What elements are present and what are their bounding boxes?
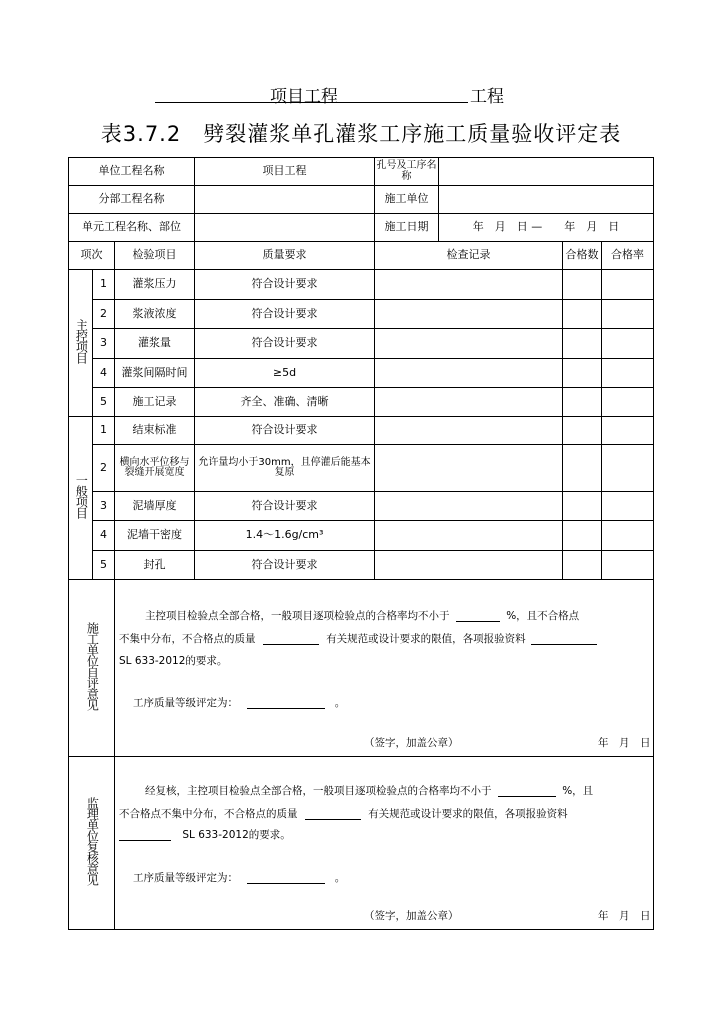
self-eval-label-text: 施工单位自评意见 bbox=[85, 622, 100, 711]
self-eval-line1b: %，且不合格点 bbox=[506, 610, 580, 622]
table-row bbox=[69, 329, 654, 359]
row-req: 符合设计要求 bbox=[195, 270, 375, 300]
supervisor-date: 年 月 日 bbox=[598, 910, 651, 922]
col-quality-req: 质量要求 bbox=[195, 242, 375, 270]
row-pass-count[interactable] bbox=[563, 300, 602, 329]
row-pass-rate[interactable] bbox=[602, 417, 654, 445]
self-eval-rate-blank[interactable] bbox=[456, 610, 500, 622]
supervisor-line2a: 不合格点不集中分布，不合格点的质量 bbox=[119, 808, 298, 820]
row-req: 符合设计要求 bbox=[195, 300, 375, 329]
row-item: 结束标准 bbox=[115, 417, 195, 445]
row-item: 施工记录 bbox=[115, 388, 195, 417]
row-pass-rate[interactable] bbox=[602, 388, 654, 417]
element-value[interactable] bbox=[195, 214, 375, 242]
row-req: 符合设计要求 bbox=[195, 417, 375, 445]
general-group-text: 一般项目 bbox=[74, 474, 89, 519]
supervisor-line1b: %，且 bbox=[562, 785, 594, 797]
contractor-label: 施工单位 bbox=[375, 186, 439, 214]
supervisor-label-text: 监理单位复核意见 bbox=[85, 797, 100, 886]
self-eval-line2a: 不集中分布，不合格点的质量 bbox=[119, 633, 256, 645]
row-record[interactable] bbox=[375, 388, 563, 417]
row-no: 2 bbox=[93, 445, 115, 492]
row-pass-count[interactable] bbox=[563, 445, 602, 492]
row-pass-count[interactable] bbox=[563, 388, 602, 417]
col-pass-rate: 合格率 bbox=[602, 242, 654, 270]
main-group-label bbox=[69, 270, 93, 417]
self-eval-sign: （签字，加盖公章） bbox=[364, 737, 459, 749]
col-item-no: 项次 bbox=[69, 242, 115, 270]
table-row bbox=[69, 270, 654, 300]
hole-label: 孔号及工序名称 bbox=[375, 158, 439, 186]
table-row bbox=[69, 492, 654, 521]
row-req: 符合设计要求 bbox=[195, 551, 375, 580]
row-req: 齐全、准确、清晰 bbox=[195, 388, 375, 417]
col-record: 检查记录 bbox=[375, 242, 563, 270]
self-eval-line3: SL 633-2012的要求。 bbox=[119, 655, 228, 667]
date-label: 施工日期 bbox=[375, 214, 439, 242]
row-pass-count[interactable] bbox=[563, 521, 602, 551]
row-record[interactable] bbox=[375, 270, 563, 300]
supervisor-line1a: 经复核，主控项目检验点全部合格，一般项目逐项检验点的合格率均不小于 bbox=[145, 785, 492, 797]
division-label: 分部工程名称 bbox=[69, 186, 195, 214]
row-req: 1.4～1.6g/cm³ bbox=[195, 521, 375, 551]
row-no: 4 bbox=[93, 359, 115, 388]
table-row bbox=[69, 551, 654, 580]
row-no: 4 bbox=[93, 521, 115, 551]
row-pass-rate[interactable] bbox=[602, 359, 654, 388]
evaluation-table bbox=[68, 157, 654, 930]
self-eval-period: 。 bbox=[334, 697, 346, 709]
form-title: 表3.7.2 劈裂灌浆单孔灌浆工序施工质量验收评定表 bbox=[100, 122, 622, 146]
self-eval-docs-blank[interactable] bbox=[531, 633, 597, 645]
self-eval-label bbox=[69, 580, 115, 757]
row-item: 灌浆间隔时间 bbox=[115, 359, 195, 388]
row-record[interactable] bbox=[375, 521, 563, 551]
table-row bbox=[69, 388, 654, 417]
supervisor-grade-blank[interactable] bbox=[247, 872, 325, 884]
row-pass-rate[interactable] bbox=[602, 270, 654, 300]
table-row bbox=[69, 445, 654, 492]
self-eval-row bbox=[69, 580, 654, 757]
row-pass-count[interactable] bbox=[563, 329, 602, 359]
self-eval-grade-blank[interactable] bbox=[247, 697, 325, 709]
row-record[interactable] bbox=[375, 300, 563, 329]
row-req: 符合设计要求 bbox=[195, 329, 375, 359]
self-eval-line1a: 主控项目检验点全部合格，一般项目逐项检验点的合格率均不小于 bbox=[145, 610, 450, 622]
element-label: 单元工程名称、部位 bbox=[69, 214, 195, 242]
general-group-label bbox=[69, 417, 93, 580]
supervisor-sign: （签字，加盖公章） bbox=[364, 910, 459, 922]
contractor-value[interactable] bbox=[439, 186, 654, 214]
header-project-name: 项目工程 bbox=[270, 87, 338, 107]
row-record[interactable] bbox=[375, 359, 563, 388]
unit-project-label: 单位工程名称 bbox=[69, 158, 195, 186]
row-pass-rate[interactable] bbox=[602, 329, 654, 359]
row-req: 符合设计要求 bbox=[195, 492, 375, 521]
row-pass-rate[interactable] bbox=[602, 492, 654, 521]
self-eval-grade-label: 工序质量等级评定为： bbox=[133, 697, 238, 709]
date-value: 年 月 日 — 年 月 日 bbox=[439, 214, 654, 242]
form-header bbox=[0, 82, 722, 106]
supervisor-quality-blank[interactable] bbox=[305, 808, 361, 820]
header-suffix: 工程 bbox=[470, 87, 504, 107]
main-group-text: 主控项目 bbox=[74, 319, 89, 364]
supervisor-rate-blank[interactable] bbox=[498, 785, 556, 797]
self-eval-date: 年 月 日 bbox=[598, 737, 651, 749]
row-pass-count[interactable] bbox=[563, 417, 602, 445]
row-record[interactable] bbox=[375, 417, 563, 445]
supervisor-period: 。 bbox=[334, 872, 346, 884]
row-item: 浆液浓度 bbox=[115, 300, 195, 329]
row-record[interactable] bbox=[375, 551, 563, 580]
row-record[interactable] bbox=[375, 329, 563, 359]
row-item: 泥墙干密度 bbox=[115, 521, 195, 551]
row-pass-count[interactable] bbox=[563, 270, 602, 300]
col-pass-count: 合格数 bbox=[563, 242, 602, 270]
supervisor-row bbox=[69, 757, 654, 930]
table-row bbox=[69, 521, 654, 551]
table-row bbox=[69, 359, 654, 388]
row-no: 3 bbox=[93, 329, 115, 359]
row-pass-count[interactable] bbox=[563, 551, 602, 580]
supervisor-docs-blank[interactable] bbox=[119, 829, 171, 841]
self-eval-opinion bbox=[115, 580, 654, 757]
hole-value[interactable] bbox=[439, 158, 654, 186]
row-no: 2 bbox=[93, 300, 115, 329]
supervisor-label bbox=[69, 757, 115, 930]
row-item: 横向水平位移与裂缝开展宽度 bbox=[115, 445, 195, 492]
row-req: ≥5d bbox=[195, 359, 375, 388]
row-item: 灌浆压力 bbox=[115, 270, 195, 300]
row-pass-rate[interactable] bbox=[602, 551, 654, 580]
supervisor-line3: SL 633-2012的要求。 bbox=[182, 829, 291, 841]
row-no: 1 bbox=[93, 270, 115, 300]
row-item: 泥墙厚度 bbox=[115, 492, 195, 521]
table-row bbox=[69, 417, 654, 445]
supervisor-opinion bbox=[115, 757, 654, 930]
row-pass-rate[interactable] bbox=[602, 300, 654, 329]
row-no: 5 bbox=[93, 551, 115, 580]
unit-project-value: 项目工程 bbox=[195, 158, 375, 186]
division-value[interactable] bbox=[195, 186, 375, 214]
row-no: 5 bbox=[93, 388, 115, 417]
row-no: 3 bbox=[93, 492, 115, 521]
row-pass-count[interactable] bbox=[563, 359, 602, 388]
row-req: 允许量均小于30mm，且停灌后能基本复原 bbox=[195, 445, 375, 492]
row-no: 1 bbox=[93, 417, 115, 445]
row-pass-count[interactable] bbox=[563, 492, 602, 521]
row-record[interactable] bbox=[375, 492, 563, 521]
self-eval-line2b: 有关规范或设计要求的限值，各项报验资料 bbox=[326, 633, 526, 645]
self-eval-quality-blank[interactable] bbox=[263, 633, 319, 645]
row-item: 封孔 bbox=[115, 551, 195, 580]
row-item: 灌浆量 bbox=[115, 329, 195, 359]
table-row bbox=[69, 300, 654, 329]
row-pass-rate[interactable] bbox=[602, 445, 654, 492]
supervisor-grade-label: 工序质量等级评定为： bbox=[133, 872, 238, 884]
col-inspect-item: 检验项目 bbox=[115, 242, 195, 270]
supervisor-line2b: 有关规范或设计要求的限值，各项报验资料 bbox=[368, 808, 568, 820]
row-pass-rate[interactable] bbox=[602, 521, 654, 551]
row-record[interactable] bbox=[375, 445, 563, 492]
